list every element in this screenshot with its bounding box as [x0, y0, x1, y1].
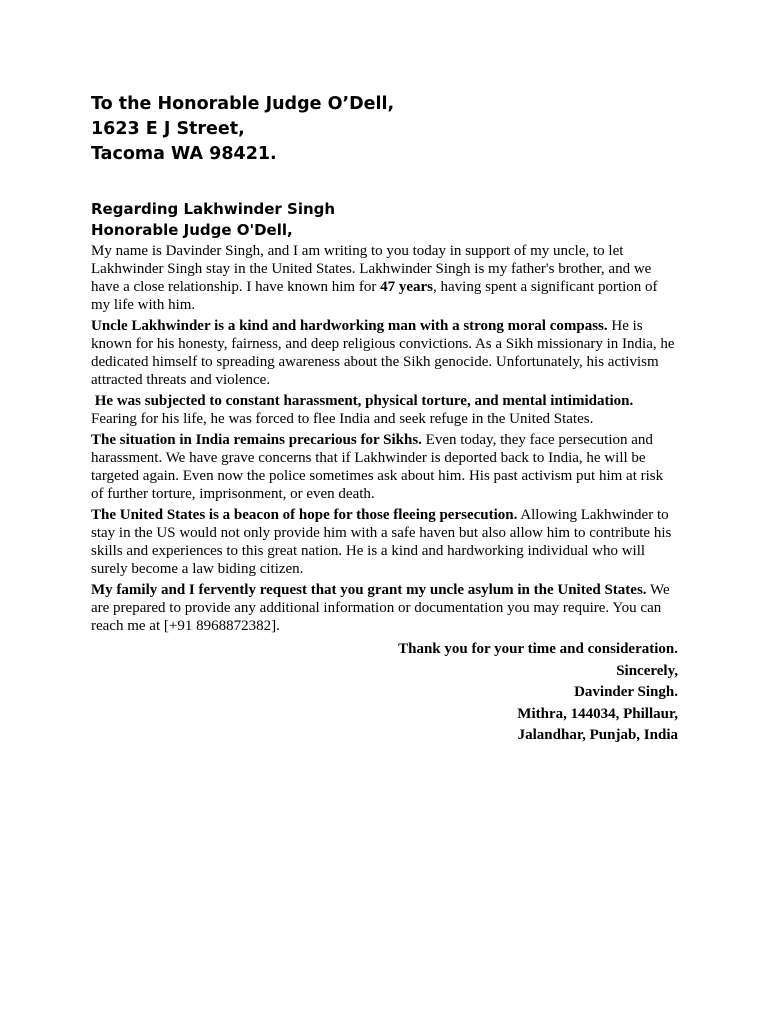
paragraph-1-text: My name is Davinder Singh, and I am writing to you today in support of my uncle, to let Lakhwinder Singh stay in the United States. Lakhwinder Singh is my father's brother, and we have a close relationship. I have known him for: [91, 243, 652, 295]
paragraph-6-text: We are prepared to provide any additional information or documentation you may require. You can reach me at [+91 8968872382].: [91, 582, 670, 634]
paragraph-1: [91, 242, 678, 314]
paragraph-3-text: Fearing for his life, he was forced to flee India and seek refuge in the United States.: [91, 411, 594, 427]
closing-thanks: Thank you for your time and consideration.: [398, 641, 678, 657]
signer-name: Davinder Singh.: [574, 684, 678, 700]
paragraph-3: [91, 392, 678, 428]
paragraph-2-text: He is known for his honesty, fairness, and deep religious convictions. As a Sikh missionary in India, he dedicated himself to spreading awareness about the Sikh genocide. Unfortunately, his activism attracted threats and violence.: [91, 318, 675, 388]
signer-address-line-1: Mithra, 144034, Phillaur,: [517, 705, 678, 722]
signer-address-line-2: Jalandhar, Punjab, India: [517, 727, 678, 743]
paragraph-5-bold: The United States is a beacon of hope for those fleeing persecution.: [91, 507, 518, 523]
paragraph-6: [91, 581, 678, 635]
closing-block: [91, 639, 678, 747]
address-line-3: Tacoma WA 98421.: [91, 144, 277, 164]
recipient-address: [91, 92, 678, 167]
address-line-2: 1623 E J Street,: [91, 119, 245, 139]
closing-signoff: Sincerely,: [616, 662, 678, 679]
salutation: Honorable Judge O'Dell,: [91, 221, 293, 239]
paragraph-2-bold: Uncle Lakhwinder is a kind and hardworking man with a strong moral compass.: [91, 318, 608, 334]
paragraph-1-tail: , having spent a significant portion of my life with him.: [91, 279, 658, 313]
paragraph-4: [91, 431, 678, 503]
paragraph-1-bold: 47 years: [380, 279, 433, 295]
regarding-line: Regarding Lakhwinder Singh: [91, 200, 336, 218]
paragraph-6-bold: My family and I fervently request that you grant my uncle asylum in the United States.: [91, 582, 647, 598]
paragraph-2: [91, 317, 678, 389]
paragraph-5: [91, 506, 678, 578]
paragraph-3-bold: He was subjected to constant harassment, physical torture, and mental intimidation.: [91, 393, 634, 409]
address-line-1: To the Honorable Judge O’Dell,: [91, 94, 395, 114]
paragraph-4-text: Even today, they face persecution and harassment. We have grave concerns that if Lakhwinder is deported back to India, he will be targeted again. Even now the police sometimes ask about him. His past activism put him at risk of further torture, imprisonment, or even death.: [91, 432, 664, 502]
paragraph-5-text: Allowing Lakhwinder to stay in the US would not only provide him with a safe haven but also allow him to contribute his skills and experiences to this great nation. He is a kind and hardworking individual who will surely become a law biding citizen.: [91, 507, 672, 577]
paragraph-4-bold: The situation in India remains precarious for Sikhs.: [91, 432, 422, 448]
